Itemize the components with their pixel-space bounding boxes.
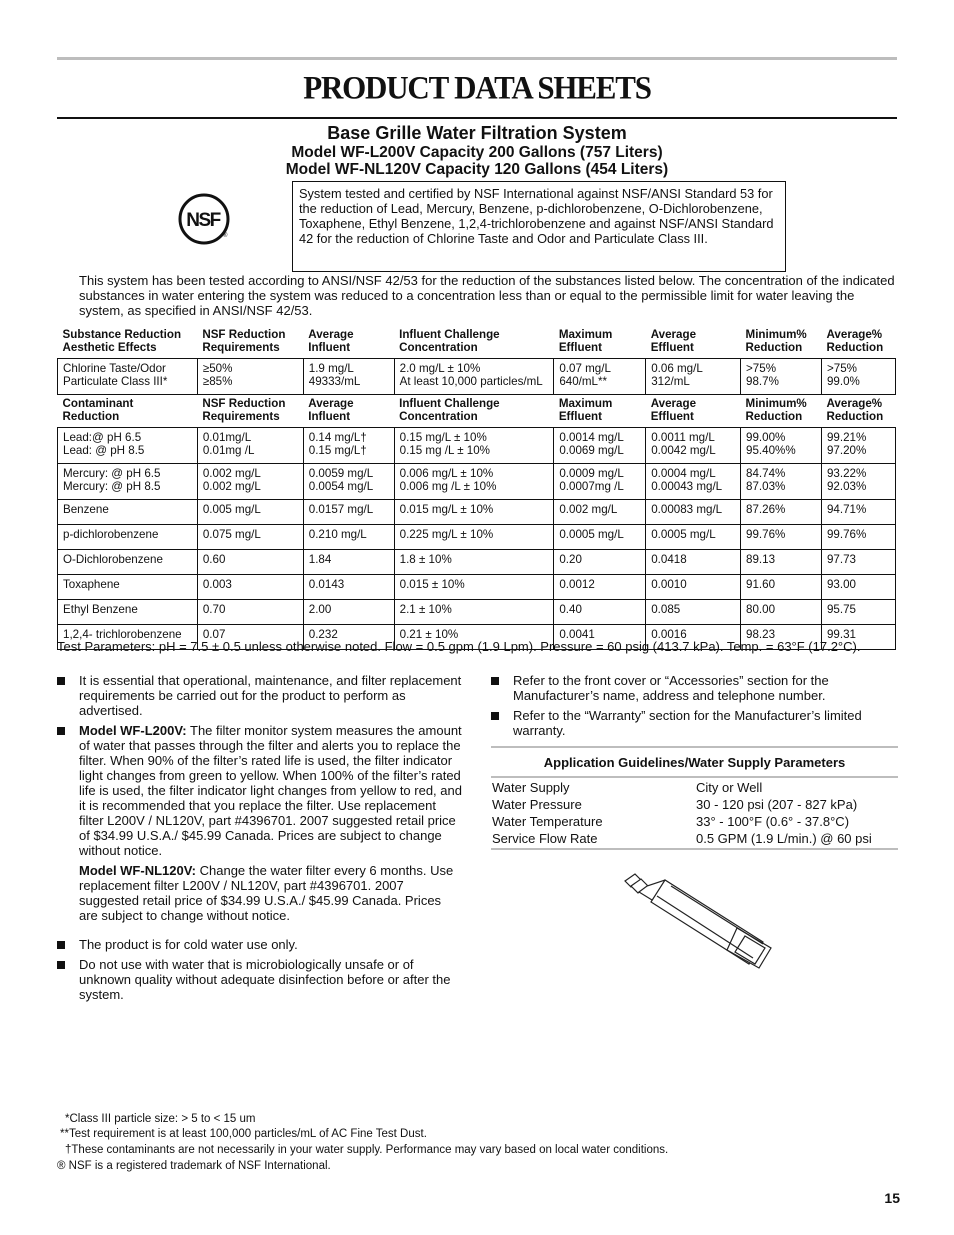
table-cell: 93.00 (821, 575, 895, 600)
table-cell: Maximum Effluent (558, 397, 613, 423)
table-cell: 2.00 (303, 600, 394, 625)
table-cell: Lead:@ pH 6.5 Lead: @ pH 8.5 (58, 428, 198, 464)
system-title: Base Grille Water Filtration System (327, 123, 627, 143)
table-cell: 0.005 mg/L (197, 500, 303, 525)
footnote-test-requirement: **Test requirement is at least 100,000 particles/mL of AC Fine Test Dust. (60, 1128, 427, 1140)
table-cell: 0.0059 mg/L 0.0054 mg/L (303, 464, 394, 500)
right-column (491, 673, 899, 743)
table-cell: 0.225 mg/L ± 10% (394, 525, 554, 550)
footnote-particle-size: *Class III particle size: > 5 to < 15 um (65, 1113, 256, 1125)
table-cell: 0.0009 mg/L 0.0007mg /L (554, 464, 646, 500)
app-row: Service Flow Rate 0.5 GPM (1.9 L/min.) @ 60 psi (492, 831, 872, 846)
page-number: 15 (884, 1190, 900, 1206)
table-cell: 93.22% 92.03% (821, 464, 895, 500)
bullet-square-icon (491, 712, 499, 720)
nsf-logo-icon (178, 193, 230, 245)
table-cell: 0.01mg/L 0.01mg /L (197, 428, 303, 464)
table-cell: 0.085 (646, 600, 741, 625)
table-cell: Average% Reduction (826, 397, 884, 423)
app-guidelines-table (492, 780, 898, 848)
table-cell: 0.40 (554, 600, 646, 625)
table-cell: Chlorine Taste/Odor Particulate Class III* (58, 359, 198, 395)
table-cell: 87.26% (741, 500, 822, 525)
table-cell: Influent Challenge Concentration (399, 328, 500, 354)
table-header-row (58, 395, 896, 428)
table-cell: 99.31 (821, 625, 895, 650)
table-cell: Ethyl Benzene (58, 600, 198, 625)
table-cell: 99.00% 95.40%% (741, 428, 822, 464)
svg-text:NSF: NSF (186, 210, 220, 231)
left-column (57, 673, 462, 1007)
table-cell: 0.07 mg/L 640/mL** (554, 359, 646, 395)
table-row (58, 464, 896, 500)
title-rule (57, 117, 897, 119)
table-cell: 0.0004 mg/L 0.00043 mg/L (646, 464, 741, 500)
table-cell: 91.60 (741, 575, 822, 600)
table-cell: 0.003 (197, 575, 303, 600)
table-cell: Toxaphene (58, 575, 198, 600)
table-cell: Maximum Effluent (558, 328, 613, 354)
table-cell: 0.14 mg/L† 0.15 mg/L† (303, 428, 394, 464)
app-guidelines-top-rule (491, 746, 898, 748)
table-cell: Average Influent (308, 328, 354, 354)
page-title: PRODUCT DATA SHEETS (303, 69, 651, 106)
table-cell: NSF Reduction Requirements (202, 397, 286, 423)
table-cell: Benzene (58, 500, 198, 525)
table-cell: 0.0016 (646, 625, 741, 650)
table-cell: 0.210 mg/L (303, 525, 394, 550)
table-cell: 1,2,4- trichlorobenzene (58, 625, 198, 650)
table-cell: 0.006 mg/L ± 10% 0.006 mg /L ± 10% (394, 464, 554, 500)
model-line-1: Model WF-L200V Capacity 200 Gallons (757 Liters) (291, 144, 663, 161)
table-cell: Minimum% Reduction (745, 397, 807, 423)
table-header-row (58, 326, 896, 359)
bullet-square-icon (57, 941, 65, 949)
table-cell: 2.1 ± 10% (394, 600, 554, 625)
model-nl120v-paragraph: Model WF-NL120V: Change the water filter every 6 months. Use replacement filter L200V / NL120V, part #4396701. 2007 suggested retail price of $34.99 U.S.A./ $45.99 Canada. Prices are subject to change without notice. (79, 863, 454, 923)
bullet-item: Do not use with water that is microbiologically unsafe or of unknown quality without adequate disinfection before or after the system. (57, 957, 462, 1002)
table-cell: 84.74% 87.03% (741, 464, 822, 500)
table-cell: 1.84 (303, 550, 394, 575)
table-cell: 99.21% 97.20% (821, 428, 895, 464)
table-cell: 2.0 mg/L ± 10% At least 10,000 particles/mL (394, 359, 554, 395)
test-parameters: Test Parameters: pH = 7.5 ± 0.5 unless otherwise noted. Flow = 0.5 gpm (1.9 Lpm). Pressure = 60 psig (413.7 kPa). Temp. = 63°F (17.2°C). (57, 639, 861, 654)
table-cell: 0.002 mg/L 0.002 mg/L (197, 464, 303, 500)
table-cell: Average Influent (308, 397, 354, 423)
bullet-square-icon (57, 677, 65, 685)
intro-paragraph: This system has been tested according to ANSI/NSF 42/53 for the reduction of the substances listed below. The concentration of the indicated substances in water entering the system was reduced to a concentration less than or equal to the permissible limit for water leaving the system, as specified in ANSI/NSF 42/53. (79, 273, 895, 318)
bullet-item: Model WF-L200V: The filter monitor system measures the amount of water that passes through the filter and alerts you to replace the filter. When 90% of the filter’s rated life is used, the filter indicator light changes from green to yellow. When 100% of the filter’s rated life is used, the filter indicator light changes from yellow to red, and it is recommended that you replace the filter. Use replacement filter L200V / NL120V, part #4396701. 2007 suggested retail price of $34.99 U.S.A./ $45.99 Canada. Prices are subject to change without notice. (57, 723, 462, 858)
table-cell: 94.71% (821, 500, 895, 525)
table-cell: Minimum% Reduction (745, 328, 807, 354)
table-cell: 0.20 (554, 550, 646, 575)
table-cell: 0.07 (197, 625, 303, 650)
footnote-contaminants: †These contaminants are not necessarily in your water supply. Performance may vary based on local water conditions. (65, 1144, 669, 1156)
table-cell: 1.9 mg/L 49333/mL (303, 359, 394, 395)
table-cell: 0.0418 (646, 550, 741, 575)
table-cell: p-dichlorobenzene (58, 525, 198, 550)
table-cell: 0.70 (197, 600, 303, 625)
table-cell: Mercury: @ pH 6.5 Mercury: @ pH 8.5 (58, 464, 198, 500)
table-row (58, 600, 896, 625)
app-row: Water Supply City or Well (492, 780, 763, 795)
table-cell: 0.15 mg/L ± 10% 0.15 mg /L ± 10% (394, 428, 554, 464)
table-cell: Substance Reduction Aesthetic Effects (62, 328, 182, 354)
table-cell: 89.13 (741, 550, 822, 575)
table-cell: 0.0010 (646, 575, 741, 600)
table-row (58, 428, 896, 464)
table-row (58, 525, 896, 550)
water-filter-illustration (615, 866, 775, 976)
model-line-2: Model WF-NL120V Capacity 120 Gallons (454 Liters) (285, 161, 669, 178)
table-cell: ≥50% ≥85% (197, 359, 303, 395)
app-row: Water Temperature 33° - 100°F (0.6° - 37.8°C) (492, 814, 850, 829)
table-cell: Influent Challenge Concentration (399, 397, 500, 423)
table-cell: 80.00 (741, 600, 822, 625)
bullet-square-icon (57, 961, 65, 969)
certification-box: System tested and certified by NSF International against NSF/ANSI Standard 53 for the reduction of Lead, Mercury, Benzene, p-dichlorobenzene, O-Dichlorobenzene, Toxaphene, Ethyl Benzene, 1,2,4-trichlorobenzene and against NSF/ANSI Standard 42 for the reduction of Chlorine Taste and Odor and Particulate Class III. (292, 181, 786, 272)
table-cell: 0.0157 mg/L (303, 500, 394, 525)
table-row (58, 359, 896, 395)
table-cell: 95.75 (821, 600, 895, 625)
table-cell: NSF Reduction Requirements (202, 328, 286, 354)
table-row (58, 550, 896, 575)
table-cell: 0.0011 mg/L 0.0042 mg/L (646, 428, 741, 464)
table-cell: >75% 99.0% (821, 359, 895, 395)
table-cell: 0.002 mg/L (554, 500, 646, 525)
table-cell: 0.0005 mg/L (646, 525, 741, 550)
table-cell: 0.0005 mg/L (554, 525, 646, 550)
reduction-data-table (57, 326, 896, 650)
table-row (58, 500, 896, 525)
table-cell: Contaminant Reduction (62, 397, 134, 423)
table-cell: >75% 98.7% (741, 359, 822, 395)
bullet-item: The product is for cold water use only. (57, 937, 462, 952)
table-cell: 1.8 ± 10% (394, 550, 554, 575)
svg-text:®: ® (223, 233, 228, 239)
table-cell: Average Effluent (650, 397, 697, 423)
bullet-item: It is essential that operational, maintenance, and filter replacement requirements be carried out for the product to perform as advertised. (57, 673, 462, 718)
bullet-item: Refer to the “Warranty” section for the Manufacturer’s limited warranty. (491, 708, 899, 738)
table-cell: 0.075 mg/L (197, 525, 303, 550)
table-cell: 0.00083 mg/L (646, 500, 741, 525)
table-cell: Average Effluent (650, 328, 697, 354)
table-row (58, 575, 896, 600)
app-guidelines-header-rule (491, 776, 898, 778)
table-cell: 0.0143 (303, 575, 394, 600)
table-cell: 0.015 mg/L ± 10% (394, 500, 554, 525)
table-cell: 0.232 (303, 625, 394, 650)
bullet-square-icon (57, 727, 65, 735)
table-cell: 0.06 mg/L 312/mL (646, 359, 741, 395)
table-cell: 99.76% (821, 525, 895, 550)
app-row: Water Pressure 30 - 120 psi (207 - 827 kPa) (492, 797, 858, 812)
table-cell: 98.23 (741, 625, 822, 650)
app-guidelines-title: Application Guidelines/Water Supply Parameters (543, 755, 846, 770)
footnote-trademark: ® NSF is a registered trademark of NSF International. (57, 1160, 331, 1172)
table-cell: 0.015 ± 10% (394, 575, 554, 600)
table-cell: 0.0012 (554, 575, 646, 600)
table-cell: 97.73 (821, 550, 895, 575)
app-guidelines-bottom-rule (491, 848, 898, 850)
table-cell: Average% Reduction (826, 328, 884, 354)
table-cell: 99.76% (741, 525, 822, 550)
table-cell: 0.0014 mg/L 0.0069 mg/L (554, 428, 646, 464)
top-rule (57, 57, 897, 60)
table-cell: 0.60 (197, 550, 303, 575)
table-cell: O-Dichlorobenzene (58, 550, 198, 575)
table-cell: 0.21 ± 10% (394, 625, 554, 650)
table-cell: 0.0041 (554, 625, 646, 650)
bullet-square-icon (491, 677, 499, 685)
bullet-item: Refer to the front cover or “Accessories” section for the Manufacturer’s name, address and telephone number. (491, 673, 899, 703)
